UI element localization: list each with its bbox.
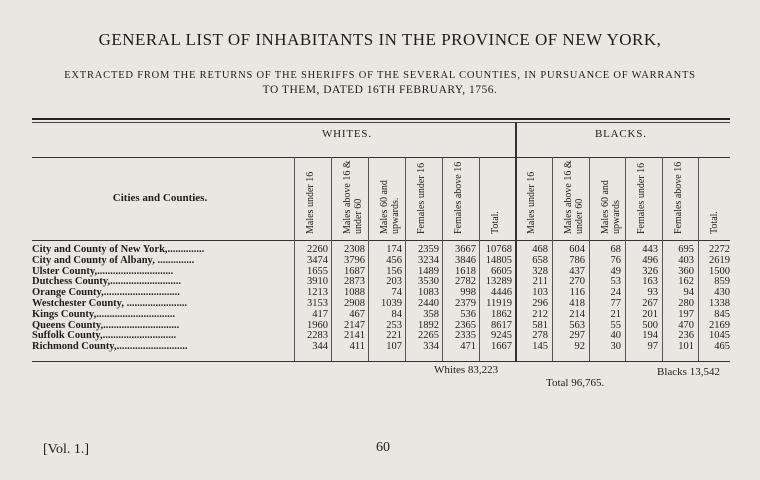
table-cell: 3530: [418, 276, 439, 288]
table-cell: 1862: [491, 308, 512, 320]
county-name: Suffolk County,............................: [32, 330, 177, 342]
county-name: Richmond County,...........................: [32, 341, 188, 353]
table-cell: 68: [610, 244, 621, 255]
table-cell: 2169: [709, 319, 730, 331]
table-row: [32, 266, 730, 277]
table-cell: 162: [678, 276, 694, 288]
table-cell: 197: [678, 308, 694, 320]
table-cell: 236: [678, 330, 694, 342]
table-cell: 203: [386, 276, 402, 288]
table-cell: 212: [532, 308, 548, 320]
column-header: Females under 16: [416, 162, 427, 234]
blacks-group-header: BLACKS.: [595, 128, 647, 140]
table-top-rule: [32, 118, 730, 120]
table-cell: 156: [386, 265, 402, 277]
table-cell: 2335: [455, 330, 476, 342]
table-cell: 2365: [455, 319, 476, 331]
table-cell: 2873: [344, 276, 365, 288]
column-header: Males above 16 & under 60: [563, 160, 585, 234]
table-cell: 53: [610, 276, 621, 288]
table-cell: 2782: [455, 276, 476, 288]
table-row: [32, 320, 730, 331]
table-cell: 467: [349, 308, 365, 320]
column-header: Females above 16: [453, 161, 464, 234]
table-cell: 998: [460, 287, 476, 299]
table-cell: 3796: [344, 254, 365, 266]
table-cell: 2619: [709, 254, 730, 266]
table-cell: 93: [647, 287, 658, 299]
table-cell: 1213: [307, 287, 328, 299]
table-cell: 1088: [344, 287, 365, 299]
table-cell: 417: [312, 308, 328, 320]
table-row: [32, 298, 730, 309]
table-row: [32, 276, 730, 287]
county-name: Queens County,.............................: [32, 319, 180, 331]
table-cell: 1960: [307, 319, 328, 331]
column-header: Total.: [709, 211, 720, 234]
table-cell: 328: [532, 265, 548, 277]
table-cell: 40: [610, 330, 621, 342]
table-cell: 358: [423, 308, 439, 320]
table-cell: 11919: [486, 298, 512, 309]
cities-column-header: Cities and Counties.: [112, 192, 208, 204]
table-cell: 604: [569, 244, 585, 255]
table-cell: 470: [678, 319, 694, 331]
table-cell: 116: [569, 287, 585, 299]
column-header: Males 60 and upwards: [600, 180, 622, 234]
table-cell: 201: [642, 308, 658, 320]
table-cell: 8617: [491, 319, 512, 331]
table-cell: 2147: [344, 319, 365, 331]
table-cell: 2308: [344, 244, 365, 255]
subtitle-line-1: EXTRACTED FROM THE RETURNS OF THE SHERIFFS OF THE SEVERAL COUNTIES, IN PURSUANCE OF WARRANTS: [64, 70, 696, 81]
table-cell: 1083: [418, 287, 439, 299]
table-cell: 107: [386, 341, 402, 353]
table-cell: 103: [532, 287, 548, 299]
table-row: [32, 244, 730, 255]
table-cell: 2260: [307, 244, 328, 255]
table-cell: 465: [714, 341, 730, 353]
table-cell: 3153: [307, 298, 328, 309]
volume-label: [Vol. 1.]: [43, 442, 90, 457]
table-cell: 214: [569, 308, 585, 320]
county-name: Orange County,.............................: [32, 287, 180, 299]
column-header: Males 60 and upwards.: [379, 180, 401, 234]
table-cell: 456: [386, 254, 402, 266]
page-number: 60: [376, 440, 390, 455]
table-row: [32, 330, 730, 341]
table-top-rule-thin: [32, 122, 730, 123]
table-cell: 1618: [455, 265, 476, 277]
table-cell: 1655: [307, 265, 328, 277]
table-cell: 74: [391, 287, 402, 299]
column-header: Females under 16: [636, 162, 647, 234]
subtitle-line-2: TO THEM, DATED 16TH FEBRUARY, 1756.: [262, 84, 498, 96]
county-name: Westchester County, .......................: [32, 298, 187, 309]
table-cell: 2908: [344, 298, 365, 309]
table-cell: 3234: [418, 254, 439, 266]
table-cell: 2265: [418, 330, 439, 342]
table-cell: 2359: [418, 244, 439, 255]
table-cell: 221: [386, 330, 402, 342]
table-cell: 471: [460, 341, 476, 353]
table-cell: 845: [714, 308, 730, 320]
table-cell: 278: [532, 330, 548, 342]
table-cell: 14805: [485, 254, 512, 266]
column-header: Males under 16: [526, 171, 537, 234]
table-cell: 55: [610, 319, 621, 331]
table-cell: 13289: [485, 276, 512, 288]
table-cell: 3474: [307, 254, 328, 266]
table-cell: 786: [569, 254, 585, 266]
table-cell: 97: [647, 341, 658, 353]
table-cell: 2440: [418, 298, 439, 309]
blacks-total: Blacks 13,542: [657, 366, 720, 378]
table-cell: 334: [423, 341, 439, 353]
table-cell: 695: [678, 244, 694, 255]
page-title: GENERAL LIST OF INHABITANTS IN THE PROVINCE OF NEW YORK,: [98, 30, 662, 49]
table-cell: 2272: [709, 244, 730, 255]
county-name: Dutchess County,...........................: [32, 276, 182, 288]
table-cell: 49: [610, 265, 621, 277]
table-cell: 1489: [418, 265, 439, 277]
county-name: City and County of Albany, ..............: [32, 254, 195, 266]
table-cell: 77: [610, 298, 621, 309]
table-row: [32, 309, 730, 320]
table-cell: 270: [569, 276, 585, 288]
table-cell: 2283: [307, 330, 328, 342]
table-cell: 1892: [418, 319, 439, 331]
table-cell: 30: [610, 341, 621, 353]
table-cell: 3910: [307, 276, 328, 288]
table-cell: 418: [569, 298, 585, 309]
table-cell: 296: [532, 298, 548, 309]
county-name: Kings County,..............................: [32, 308, 175, 320]
table-cell: 10768: [485, 244, 512, 255]
table-cell: 24: [610, 287, 621, 299]
table-cell: 163: [642, 276, 658, 288]
table-cell: 1039: [381, 298, 402, 309]
whites-group-header: WHITES.: [322, 128, 372, 140]
column-header: Females above 16: [673, 161, 684, 234]
table-cell: 174: [386, 244, 402, 255]
table-cell: 326: [642, 265, 658, 277]
table-cell: 563: [569, 319, 585, 331]
table-cell: 859: [714, 276, 730, 288]
table-cell: 9245: [491, 330, 512, 342]
table-cell: 500: [642, 319, 658, 331]
table-cell: 145: [532, 341, 548, 353]
county-name: Ulster County,.............................: [32, 265, 174, 277]
table-cell: 2141: [344, 330, 365, 342]
table-cell: 92: [574, 341, 585, 353]
table-cell: 360: [678, 265, 694, 277]
table-cell: 6605: [491, 265, 512, 277]
table-cell: 101: [678, 341, 694, 353]
table-cell: 211: [532, 276, 548, 288]
table-cell: 2379: [455, 298, 476, 309]
table-cell: 3667: [455, 244, 476, 255]
table-cell: 253: [386, 319, 402, 331]
table-cell: 1500: [709, 265, 730, 277]
table-cell: 411: [349, 341, 365, 353]
table-cell: 84: [391, 308, 402, 320]
table-cell: 496: [642, 254, 658, 266]
table-cell: 344: [312, 341, 328, 353]
table-cell: 1338: [709, 298, 730, 309]
table-cell: 468: [532, 244, 548, 255]
whites-total: Whites 83,223: [434, 364, 499, 376]
table-cell: 4446: [491, 287, 512, 299]
table-cell: 1667: [491, 341, 512, 353]
grand-total: Total 96,765.: [546, 377, 605, 389]
table-cell: 443: [642, 244, 658, 255]
table-row: [32, 341, 730, 352]
table-cell: 297: [569, 330, 585, 342]
county-name: City and County of New York,..............: [32, 244, 205, 255]
table-cell: 94: [683, 287, 694, 299]
table-cell: 194: [642, 330, 658, 342]
table-cell: 581: [532, 319, 548, 331]
table-cell: 1687: [344, 265, 365, 277]
table-cell: 76: [610, 254, 621, 266]
table-cell: 403: [678, 254, 694, 266]
table-cell: 536: [460, 308, 476, 320]
table-cell: 280: [678, 298, 694, 309]
table-row: [32, 255, 730, 266]
table-cell: 21: [610, 308, 621, 320]
table-cell: 437: [569, 265, 585, 277]
table-row: [32, 287, 730, 298]
table-cell: 267: [642, 298, 658, 309]
table-cell: 658: [532, 254, 548, 266]
table-cell: 3846: [455, 254, 476, 266]
table-bottom-rule: [32, 361, 730, 362]
column-header: Males under 16: [305, 171, 316, 234]
table-cell: 430: [714, 287, 730, 299]
column-header: Total.: [490, 211, 501, 234]
table-cell: 1045: [709, 330, 730, 342]
column-header: Males above 16 & under 60: [342, 160, 364, 234]
